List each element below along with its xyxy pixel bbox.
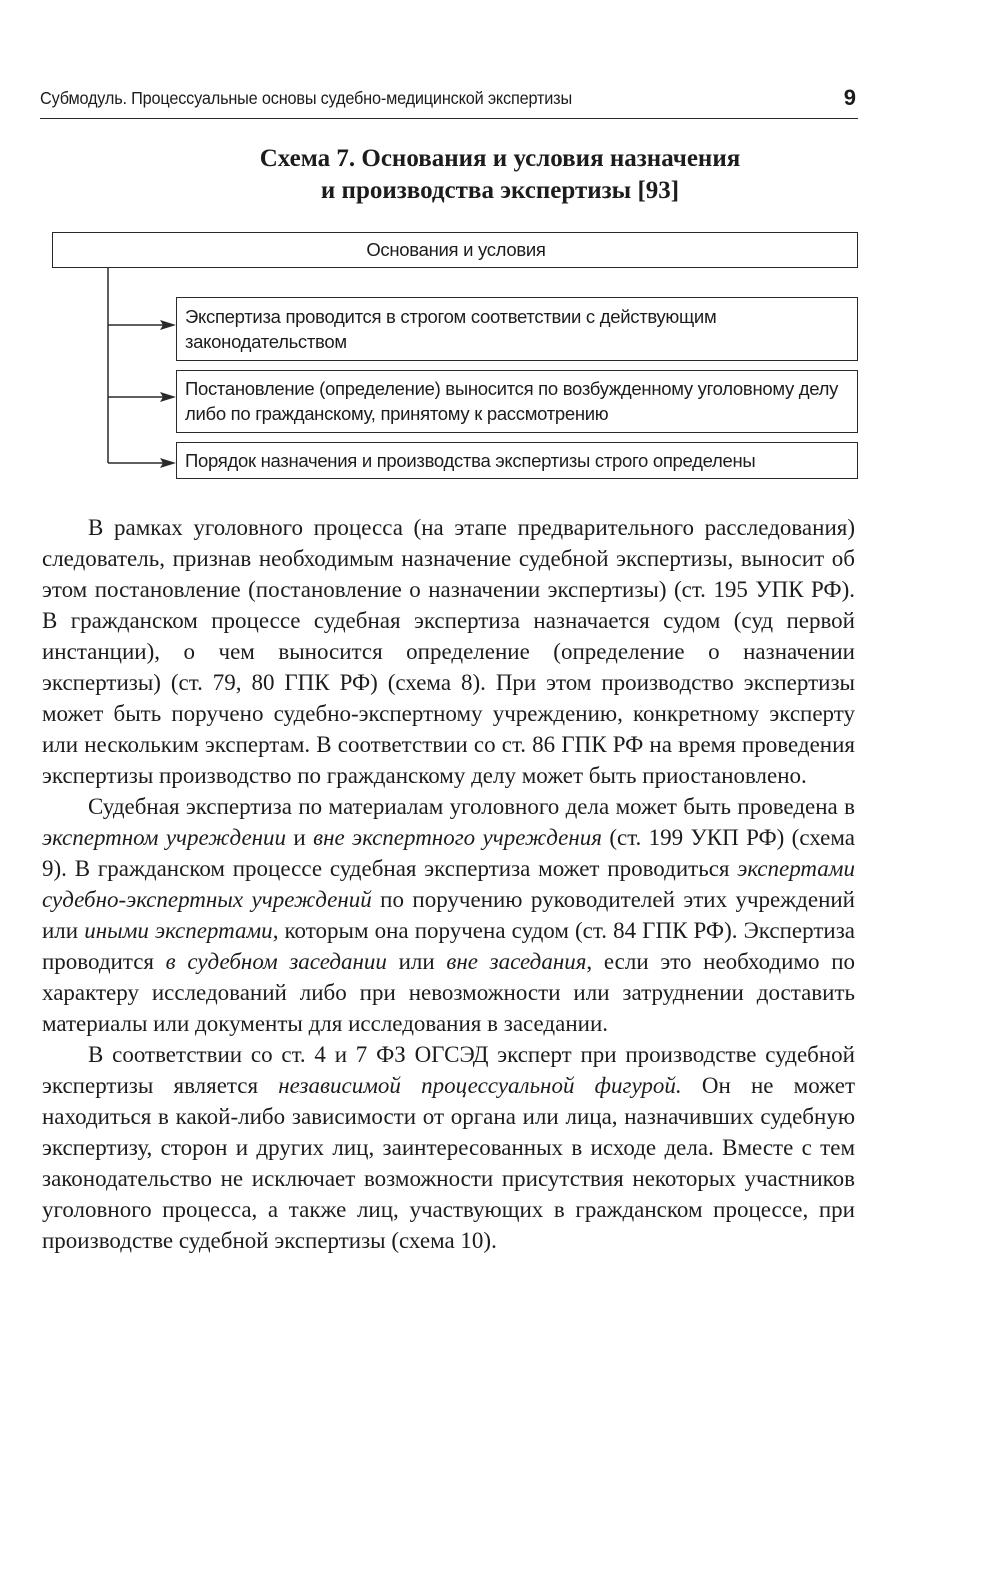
emphasis: в судебном заседании bbox=[165, 949, 387, 974]
scheme-title-line-2: и производства экспертизы [93] bbox=[320, 177, 680, 204]
emphasis: независимой процессуальной фигурой. bbox=[278, 1073, 682, 1098]
paragraph-2: Судебная экспертиза по материалам уголовного дела может быть проведена в экспертном учреждении и вне экспертного учреждения (ст. 199 УКП РФ) (схема 9). В гражданском процессе судебная экспертиза может проводиться экспертами судебно-экспертных учреждений по поручению руководителей этих учреждений или иными экспертами, которым она поручена судом (ст. 84 ГПК РФ). Экспертиза проводится в судебном заседании или вне заседания, если это необходимо по характеру исследований либо при невозможности или затруднении доставить материалы или документы для исследования в заседании. bbox=[42, 794, 855, 1036]
scheme-title-line-1: Схема 7. Основания и условия назначения bbox=[259, 145, 741, 172]
paragraph-3: В соответствии со ст. 4 и 7 ФЗ ОГСЭД эксперт при производстве судебной экспертизы является независимой процессуальной фигурой. Он не может находиться в какой-либо зависимости от органа или лица, назначивших судебную экспертизу, сторон и других лиц, заинтересованных в исходе дела. Вместе с тем законодательство не исключает возможности присутствия некоторых участников уголовного процесса, а также лиц, участвующих в гражданском процессе, при производстве судебной экспертизы (схема 10). bbox=[42, 1042, 856, 1253]
emphasis: вне заседания bbox=[446, 949, 587, 974]
scheme-item-box-3: Порядок назначения и производства экспертизы строго определены bbox=[176, 442, 858, 479]
scheme-root-box: Основания и условия bbox=[52, 232, 858, 268]
emphasis: экспертном учреждении bbox=[42, 825, 287, 850]
scheme-item-box-1: Экспертиза проводится в строгом соответствии с действующим законодательством bbox=[176, 297, 858, 361]
emphasis: экспертами судебно-экспертных учреждений bbox=[42, 856, 855, 912]
running-title: Субмодуль. Процессуальные основы судебно-медицинской экспертизы bbox=[40, 88, 572, 108]
scheme-item-box-2: Постановление (определение) выносится по возбужденному уголовному делу либо по гражданскому, принятому к рассмотрению bbox=[176, 370, 858, 433]
body-text bbox=[42, 512, 855, 1256]
page-number: 9 bbox=[843, 85, 856, 110]
emphasis: иными экспертами bbox=[84, 918, 273, 943]
paragraph-1: В рамках уголовного процесса (на этапе предварительного расследования) следователь, признав необходимым назначение судебной экспертизы, выносит об этом постановление (постановление о назначении экспертизы) (ст. 195 УПК РФ). В гражданском процессе судебная экспертиза назначается судом (суд первой инстанции), о чем выносится определение (определение о назначении экспертизы) (ст. 79, 80 ГПК РФ) (схема 8). При этом производство экспертизы может быть поручено судебно-экспертному учреждению, конкретному эксперту или нескольким экспертам. В соответствии со ст. 86 ГПК РФ на время проведения экспертизы производство по гражданскому делу может быть приостановлено. bbox=[42, 515, 855, 788]
emphasis: вне экспертного учреждения bbox=[313, 825, 602, 850]
